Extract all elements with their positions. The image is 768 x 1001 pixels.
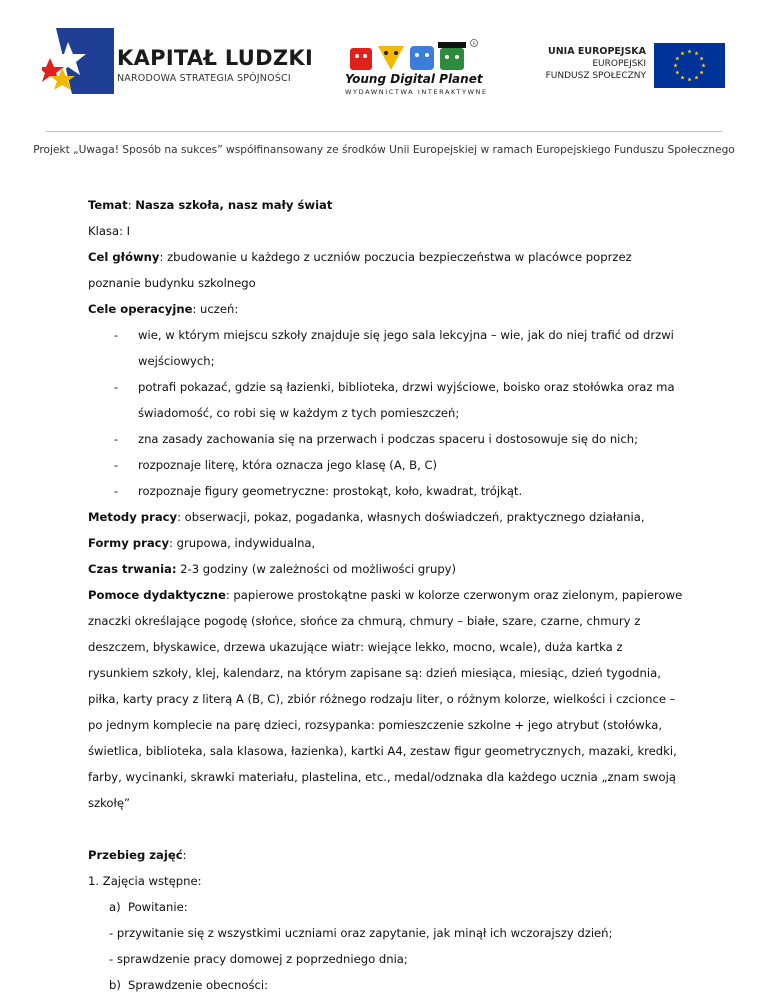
- methods-line: [88, 507, 688, 533]
- young-digital-planet-subtitle: WYDAWNICTWA INTERAKTYWNE: [345, 88, 488, 96]
- duration-label: Czas trwania:: [88, 562, 177, 576]
- aids-label: Pomoce dydaktyczne: [88, 588, 226, 602]
- topic-line: Temat: Nasza szkoła, nasz mały świat: [88, 198, 333, 212]
- operational-goals-value: : uczeń:: [192, 302, 239, 316]
- sub-item-detail: - sprawdzenie pracy domowej z poprzedniego dnia;: [109, 952, 408, 966]
- aids-line-continued: rysunkiem szkoły, klej, kalendarz, na którym zapisane są: dzień miesiąca, miesiąc, dzień tygodnia,: [88, 666, 661, 680]
- list-item-continued: wejściowych;: [138, 354, 215, 368]
- sub-item-text: Powitanie:: [128, 900, 188, 914]
- course-colon: :: [182, 848, 187, 862]
- aids-line-continued: farby, wycinanki, skrawki materiału, plastelina, etc., medal/odznaka dla każdego ucznia „znam swoją: [88, 770, 676, 784]
- bullet-dash: -: [114, 432, 119, 446]
- lesson-plan: [88, 195, 688, 1001]
- course-heading: [88, 845, 688, 871]
- duration-line: [88, 559, 688, 585]
- aids-line-continued: świetlica, biblioteka, sala klasowa, łazienka), kartki A4, zestaw figur geometrycznych, mazaki, kredki,: [88, 744, 677, 758]
- aids-line: [88, 585, 688, 611]
- young-digital-planet-logo-icons: [348, 38, 480, 72]
- bullet-dash: -: [114, 484, 119, 498]
- bullet-dash: -: [114, 328, 119, 342]
- bullet-text: rozpoznaje figury geometryczne: prostokąt, koło, kwadrat, trójkąt.: [138, 484, 523, 498]
- list-item: [88, 481, 688, 507]
- course-label: Przebieg zajęć: [88, 848, 183, 862]
- sub-item-label: a): [109, 900, 121, 914]
- operational-goals-line: [88, 299, 688, 325]
- class-line: Klasa: I: [88, 224, 131, 238]
- eu-title: UNIA EUROPEJSKA: [548, 46, 646, 57]
- list-item: [88, 325, 688, 351]
- page-header: [0, 0, 768, 156]
- topic-value: Nasza szkoła, nasz mały świat: [135, 198, 333, 212]
- bullet-text: wie, w którym miejscu szkoły znajduje się jego sala lekcyjna – wie, jak do niej trafić od drzwi: [138, 328, 674, 342]
- forms-label: Formy pracy: [88, 536, 170, 550]
- header-divider: [46, 131, 722, 132]
- project-funding-note: Projekt „Uwaga! Sposób na sukces” współfinansowany ze środków Unii Europejskiej w ramach Europejskiego Funduszu Społecznego: [33, 144, 735, 156]
- eu-flag-icon: [654, 43, 725, 88]
- eu-text-block: [520, 46, 646, 82]
- forms-value: : grupowa, indywidualna,: [169, 536, 316, 550]
- aids-line-continued: po jednym komplecie na parę dzieci, rozsypanka: pomieszczenie szkolne + jego atrybut (stołówka,: [88, 718, 663, 732]
- bullet-dash: -: [114, 380, 119, 394]
- goal-label: Cel główny: [88, 250, 160, 264]
- topic-label: Temat: [88, 198, 128, 212]
- list-item: [88, 377, 688, 403]
- bullet-dash: -: [114, 458, 119, 472]
- aids-line-continued: szkołę”: [88, 796, 130, 810]
- list-item-continued: świadomość, co robi się w każdym z tych pomieszczeń;: [138, 406, 460, 420]
- methods-label: Metody pracy: [88, 510, 178, 524]
- sub-item-label: b): [109, 978, 121, 992]
- operational-goals-label: Cele operacyjne: [88, 302, 193, 316]
- section-heading: 1. Zajęcia wstępne:: [88, 874, 202, 888]
- bullet-text: rozpoznaje literę, która oznacza jego klasę (A, B, C): [138, 458, 438, 472]
- kapital-ludzki-subtitle: NARODOWA STRATEGIA SPÓJNOŚCI: [117, 73, 291, 84]
- aids-line-continued: piłka, karty pracy z literą A (B, C), zbiór różnego rodzaju liter, o różnym kolorze, wielkości i czcionce –: [88, 692, 676, 706]
- duration-value: 2-3 godziny (w zależności od możliwości grupy): [176, 562, 457, 576]
- sub-item: [88, 975, 688, 1001]
- methods-value: : obserwacji, pokaz, pogadanka, własnych doświadczeń, praktycznego działania,: [177, 510, 645, 524]
- aids-line-continued: deszczem, błyskawice, drzewa ukazujące wiatr: wiejące lekko, mocno, wcale), duża kartka z: [88, 640, 623, 654]
- svg-text:R: R: [472, 42, 476, 47]
- goal-line: [88, 247, 688, 273]
- goal-value: : zbudowanie u każdego z uczniów poczucia bezpieczeństwa w placówce poprzez: [159, 250, 632, 264]
- list-item: [88, 455, 688, 481]
- bullet-text: zna zasady zachowania się na przerwach i podczas spaceru i dostosowuje się do nich;: [138, 432, 639, 446]
- bullet-text: potrafi pokazać, gdzie są łazienki, biblioteka, drzwi wyjściowe, boisko oraz stołówka oraz ma: [138, 380, 675, 394]
- aids-line-continued: znaczki określające pogodę (słońce, słońce za chmurą, chmury – białe, szare, czarne, chmury z: [88, 614, 641, 628]
- sub-item: [88, 897, 688, 923]
- spacer: [88, 819, 688, 845]
- kapital-ludzki-logo: [42, 28, 114, 94]
- goal-line-continued: poznanie budynku szkolnego: [88, 276, 256, 290]
- eu-line-2: EUROPEJSKI: [592, 59, 646, 69]
- eu-line-3: FUNDUSZ SPOŁECZNY: [545, 71, 646, 81]
- kapital-ludzki-title: KAPITAŁ LUDZKI: [117, 46, 314, 70]
- aids-value: : papierowe prostokątne paski w kolorze czerwonym oraz zielonym, papierowe: [225, 588, 683, 602]
- sub-item-detail: - przywitanie się z wszystkimi uczniami oraz zapytanie, jak minął ich wczorajszy dzień;: [109, 926, 613, 940]
- young-digital-planet-name: Young Digital Planet: [345, 72, 483, 86]
- list-item: [88, 429, 688, 455]
- sub-item-text: Sprawdzenie obecności:: [128, 978, 268, 992]
- forms-line: [88, 533, 688, 559]
